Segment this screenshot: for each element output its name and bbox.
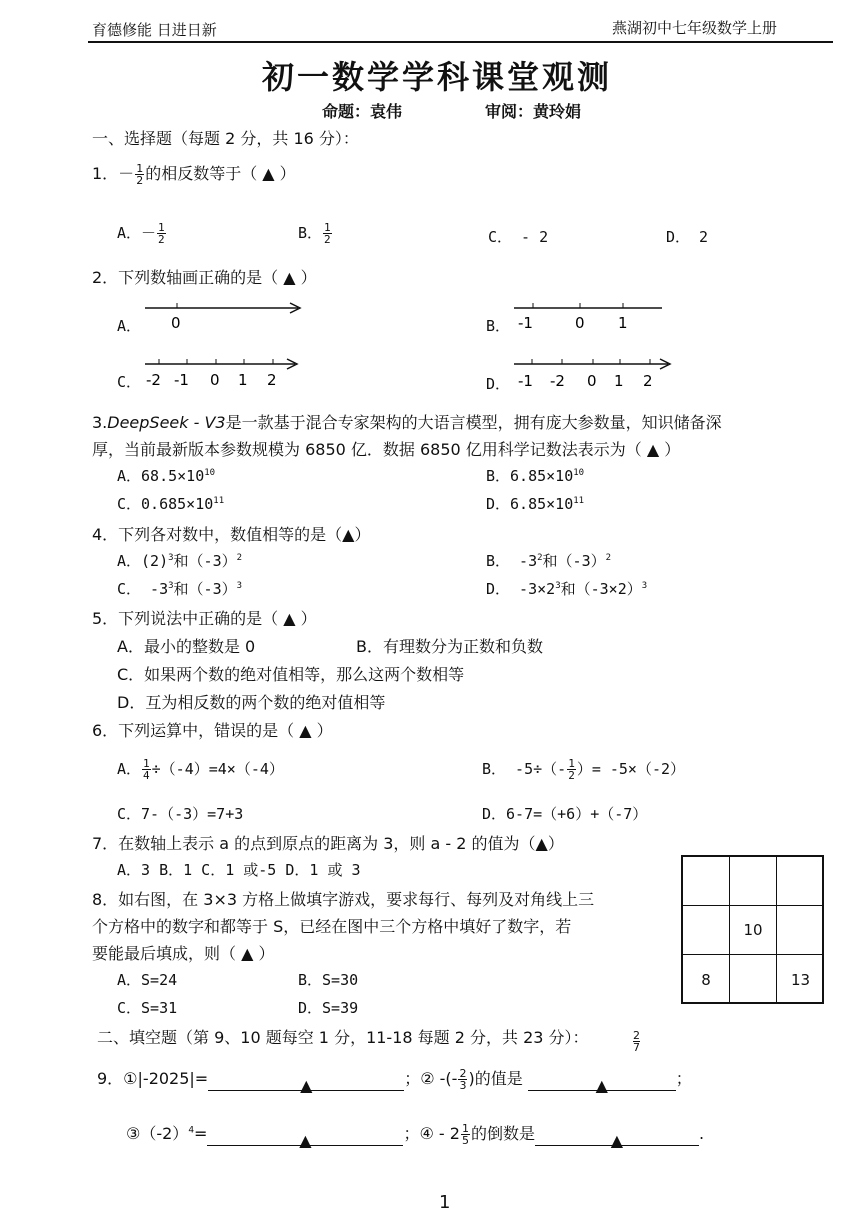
reviewer: 审阅：黄玲娟	[485, 102, 582, 121]
question-9-part-3: $③(-2)^4=$ ▲ ；④ - 2 $\frac{1}{5}$ 的倒数是 ▲ .	[126, 1122, 705, 1150]
q2-label-d: D．	[486, 375, 511, 393]
q6-option-c: C．7-（-3）=7+3	[117, 805, 244, 823]
q1-option-c: C． - 2	[488, 228, 549, 246]
tick-label: 0	[171, 314, 181, 332]
q1-num: 1．－	[92, 164, 135, 183]
grid-cell: 13	[790, 970, 811, 989]
question-8-line-2: 个方格中的数字和都等于 S，已经在图中三个方格中填好了数字，若	[92, 917, 572, 936]
grid-cell: 8	[683, 955, 730, 1004]
question-7: 7．在数轴上表示 a 的点到原点的距离为 3，则 a - 2 的值为（▲）	[92, 834, 564, 853]
header-rule	[88, 41, 833, 43]
question-5: 5．下列说法中正确的是（ ▲ ）	[92, 609, 317, 628]
tick-label: -2	[550, 372, 565, 390]
question-8-line-3: 要能最后填成，则（ ▲ ）	[92, 944, 275, 963]
question-3-line-1: 3.DeepSeek - V3是一款基于混合专家架构的大语言模型，拥有庞大参数量，知识储备深	[92, 413, 722, 432]
number-line-c	[140, 352, 310, 392]
q1-option-a: A．－ $\frac{1}{2}$	[117, 221, 165, 246]
q1-text: 的相反数等于（ ▲ ）	[145, 164, 296, 183]
q5-option-a: A．最小的整数是 0	[117, 637, 256, 656]
header-course: 燕湖初中七年级数学上册	[612, 19, 778, 37]
model-name: DeepSeek - V3	[107, 413, 226, 432]
number-line-b	[510, 296, 670, 336]
question-9-part-1: 9．①|-2025|= ▲ ；② -(- $\frac{2}{3}$ )的值是 ▲ ；	[97, 1067, 692, 1095]
q4-option-c: C． $-3^3$和$(-3)^3$	[117, 580, 243, 598]
section-fill: 二、填空题（第 9、10 题每空 1 分，11-18 每题 2 分，共 23 分）：	[97, 1028, 589, 1047]
q8-option-a: A．S=24	[117, 971, 178, 989]
q3-option-a: A．$68.5\times 10^{10}$	[117, 467, 216, 485]
header-motto: 育德修能 日进日新	[92, 21, 217, 39]
tick-label: -1	[518, 372, 533, 390]
q2-label-a: A．	[117, 317, 142, 335]
q7-options: A．3 B．1 C．1 或-5 D．1 或 3	[117, 861, 361, 879]
q4-option-b: B． $-3^2$和$(-3)^2$	[486, 552, 612, 570]
question-6: 6．下列运算中，错误的是（ ▲ ）	[92, 721, 333, 740]
q5-option-d: D．互为相反数的两个数的绝对值相等	[117, 693, 386, 712]
q8-option-d: D．S=39	[298, 999, 359, 1017]
grid-cell	[730, 955, 777, 1004]
tick-label: 2	[267, 371, 277, 389]
magic-square-grid	[681, 855, 824, 1004]
q3-option-d: D．$6.85\times 10^{11}$	[486, 495, 585, 513]
q5-option-b: B．有理数分为正数和负数	[356, 637, 543, 656]
setter: 命题：袁伟	[322, 102, 403, 121]
grid-cell	[730, 857, 777, 906]
tick-label: -1	[174, 371, 189, 389]
q2-label-b: B．	[486, 317, 511, 335]
grid-cell: 10	[730, 906, 777, 955]
tick-label: 1	[614, 372, 624, 390]
q8-option-b: B．S=30	[298, 971, 359, 989]
number-line-d	[510, 352, 680, 392]
tick-label: 1	[238, 371, 248, 389]
margin-fraction: 2 7	[633, 1029, 640, 1054]
tick-label: -1	[518, 314, 533, 332]
question-8-line-1: 8．如右图，在 3×3 方格上做填字游戏，要求每行、每列及对角线上三	[92, 890, 595, 909]
q1-fraction: $\frac{1}{2}$	[136, 162, 144, 187]
q8-option-c: C．S=31	[117, 999, 178, 1017]
q6-option-b: B． -5÷（- $\frac{1}{2}$ ）= -5×（-2）	[482, 757, 686, 782]
q3-option-b: B．$6.85\times 10^{10}$	[486, 467, 585, 485]
page-number: 1	[439, 1192, 451, 1213]
tick-label: 2	[643, 372, 653, 390]
section-choice: 一、选择题（每题 2 分，共 16 分）：	[92, 129, 359, 148]
answer-blank[interactable]: ▲	[208, 1076, 404, 1091]
question-3-line-2: 厚，当前最新版本参数规模为 6850 亿．数据 6850 亿用科学记数法表示为（ ▲ ）	[92, 440, 681, 459]
q1-option-b: B． $\frac{1}{2}$	[298, 221, 331, 246]
grid-cell	[683, 857, 730, 906]
grid-cell	[777, 906, 824, 955]
tick-label: 0	[575, 314, 585, 332]
question-1	[92, 161, 296, 186]
question-4: 4．下列各对数中，数值相等的是（▲）	[92, 525, 371, 544]
page-title: 初一数学学科课堂观测	[262, 58, 613, 96]
answer-blank[interactable]: ▲	[528, 1076, 676, 1091]
q3-option-c: C．$0.685\times 10^{11}$	[117, 495, 225, 513]
answer-blank[interactable]: ▲	[535, 1131, 699, 1146]
question-2: 2．下列数轴画正确的是（ ▲ ）	[92, 268, 317, 287]
tick-label: 0	[210, 371, 220, 389]
answer-blank[interactable]: ▲	[207, 1131, 403, 1146]
q5-option-c: C．如果两个数的绝对值相等，那么这两个数相等	[117, 665, 465, 684]
grid-cell	[777, 857, 824, 906]
q6-option-a: A． $\frac{1}{4}$ ÷（-4）=4×（-4）	[117, 757, 284, 782]
tick-label: -2	[146, 371, 161, 389]
q4-option-d: D． $-3\times 2^3$和$(-3\times 2)^3$	[486, 580, 648, 598]
tick-label: 1	[618, 314, 628, 332]
tick-label: 0	[587, 372, 597, 390]
grid-cell	[683, 906, 730, 955]
q6-option-d: D．6-7=（+6）+（-7）	[482, 805, 648, 823]
number-line-a	[140, 296, 310, 336]
q4-option-a: A．$(2)^3$和$(-3)^2$	[117, 552, 243, 570]
q2-label-c: C．	[117, 373, 142, 391]
q1-option-d: D． 2	[666, 228, 709, 246]
